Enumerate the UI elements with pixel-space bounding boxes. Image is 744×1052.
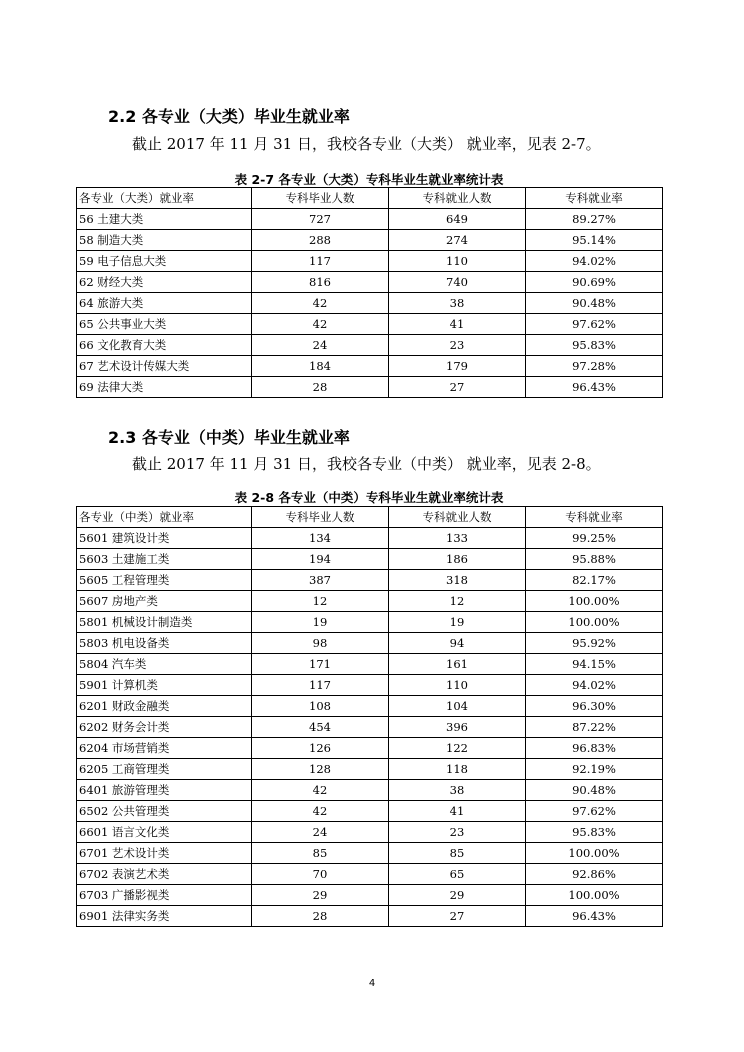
table-cell: 99.25% bbox=[526, 528, 663, 549]
table-cell: 42 bbox=[252, 293, 389, 314]
table-cell: 96.83% bbox=[526, 738, 663, 759]
table-cell: 65 bbox=[389, 864, 526, 885]
table-cell: 12 bbox=[389, 591, 526, 612]
table-cell: 5601 建筑设计类 bbox=[77, 528, 252, 549]
table-row bbox=[77, 801, 663, 822]
table-cell: 94 bbox=[389, 633, 526, 654]
table-cell: 727 bbox=[252, 209, 389, 230]
table-caption-2-7: 表 2-7 各专业（大类）专科毕业生就业率统计表 bbox=[234, 172, 504, 187]
table-cell: 5801 机械设计制造类 bbox=[77, 612, 252, 633]
table-cell: 90.48% bbox=[526, 780, 663, 801]
table-cell: 179 bbox=[389, 356, 526, 377]
table-row bbox=[77, 356, 663, 377]
table-cell: 67 艺术设计传媒大类 bbox=[77, 356, 252, 377]
table-row bbox=[77, 272, 663, 293]
table-cell: 28 bbox=[252, 906, 389, 927]
table-row bbox=[77, 738, 663, 759]
table-cell: 56 土建大类 bbox=[77, 209, 252, 230]
table-cell: 118 bbox=[389, 759, 526, 780]
table-row bbox=[77, 314, 663, 335]
table-row bbox=[77, 591, 663, 612]
table-row bbox=[77, 780, 663, 801]
table-cell: 396 bbox=[389, 717, 526, 738]
table-cell: 23 bbox=[389, 335, 526, 356]
table-cell: 65 公共事业大类 bbox=[77, 314, 252, 335]
table-cell: 96.43% bbox=[526, 377, 663, 398]
table-cell: 5603 土建施工类 bbox=[77, 549, 252, 570]
table-cell: 95.92% bbox=[526, 633, 663, 654]
table-cell: 108 bbox=[252, 696, 389, 717]
section-text-2-3: 截止 2017 年 11 月 31 日，我校各专业（中类） 就业率，见表 2-8。 bbox=[132, 455, 601, 473]
table-2-8 bbox=[76, 506, 663, 927]
table-cell: 6901 法律实务类 bbox=[77, 906, 252, 927]
table-header-cell: 专科就业人数 bbox=[389, 507, 526, 528]
table-cell: 92.86% bbox=[526, 864, 663, 885]
section-text-2-2: 截止 2017 年 11 月 31 日，我校各专业（大类） 就业率，见表 2-7。 bbox=[132, 135, 601, 153]
table-cell: 64 旅游大类 bbox=[77, 293, 252, 314]
table-cell: 59 电子信息大类 bbox=[77, 251, 252, 272]
table-cell: 24 bbox=[252, 335, 389, 356]
table-header-cell: 专科毕业人数 bbox=[252, 507, 389, 528]
table-cell: 90.48% bbox=[526, 293, 663, 314]
table-row bbox=[77, 230, 663, 251]
table-cell: 110 bbox=[389, 251, 526, 272]
table-row bbox=[77, 377, 663, 398]
table-header-cell: 各专业（中类）就业率 bbox=[77, 507, 252, 528]
table-cell: 100.00% bbox=[526, 885, 663, 906]
table-row bbox=[77, 251, 663, 272]
table-cell: 6202 财务会计类 bbox=[77, 717, 252, 738]
table-cell: 100.00% bbox=[526, 591, 663, 612]
table-cell: 97.62% bbox=[526, 314, 663, 335]
table-cell: 6703 广播影视类 bbox=[77, 885, 252, 906]
table-row bbox=[77, 696, 663, 717]
table-row bbox=[77, 822, 663, 843]
table-cell: 69 法律大类 bbox=[77, 377, 252, 398]
table-cell: 95.88% bbox=[526, 549, 663, 570]
table-cell: 387 bbox=[252, 570, 389, 591]
table-cell: 186 bbox=[389, 549, 526, 570]
table-cell: 28 bbox=[252, 377, 389, 398]
table-row bbox=[77, 843, 663, 864]
table-cell: 94.02% bbox=[526, 675, 663, 696]
table-cell: 82.17% bbox=[526, 570, 663, 591]
table-cell: 5605 工程管理类 bbox=[77, 570, 252, 591]
table-cell: 6401 旅游管理类 bbox=[77, 780, 252, 801]
table-cell: 128 bbox=[252, 759, 389, 780]
table-row bbox=[77, 528, 663, 549]
table-cell: 6205 工商管理类 bbox=[77, 759, 252, 780]
table-cell: 41 bbox=[389, 314, 526, 335]
table-cell: 97.28% bbox=[526, 356, 663, 377]
table-2-7 bbox=[76, 187, 663, 398]
table-row bbox=[77, 570, 663, 591]
table-cell: 27 bbox=[389, 906, 526, 927]
table-cell: 6201 财政金融类 bbox=[77, 696, 252, 717]
table-header-cell: 专科就业率 bbox=[526, 507, 663, 528]
table-cell: 23 bbox=[389, 822, 526, 843]
table-cell: 41 bbox=[389, 801, 526, 822]
table-cell: 126 bbox=[252, 738, 389, 759]
table-cell: 6601 语言文化类 bbox=[77, 822, 252, 843]
section-heading-2-3: 2.3 各专业（中类）毕业生就业率 bbox=[108, 428, 350, 447]
table-cell: 318 bbox=[389, 570, 526, 591]
table-cell: 122 bbox=[389, 738, 526, 759]
table-row bbox=[77, 717, 663, 738]
table-cell: 171 bbox=[252, 654, 389, 675]
table-cell: 649 bbox=[389, 209, 526, 230]
page-number: 4 bbox=[368, 978, 376, 989]
table-cell: 42 bbox=[252, 780, 389, 801]
table-cell: 42 bbox=[252, 801, 389, 822]
table-cell: 29 bbox=[252, 885, 389, 906]
table-cell: 161 bbox=[389, 654, 526, 675]
table-cell: 184 bbox=[252, 356, 389, 377]
table-cell: 29 bbox=[389, 885, 526, 906]
table-cell: 100.00% bbox=[526, 843, 663, 864]
table-cell: 98 bbox=[252, 633, 389, 654]
table-cell: 27 bbox=[389, 377, 526, 398]
table-cell: 5607 房地产类 bbox=[77, 591, 252, 612]
section-heading-2-2: 2.2 各专业（大类）毕业生就业率 bbox=[108, 107, 350, 126]
table-cell: 95.83% bbox=[526, 335, 663, 356]
table-row bbox=[77, 675, 663, 696]
table-cell: 288 bbox=[252, 230, 389, 251]
table-cell: 110 bbox=[389, 675, 526, 696]
table-cell: 5803 机电设备类 bbox=[77, 633, 252, 654]
table-row bbox=[77, 293, 663, 314]
table-caption-2-8: 表 2-8 各专业（中类）专科毕业生就业率统计表 bbox=[234, 490, 504, 505]
table-cell: 87.22% bbox=[526, 717, 663, 738]
table-header-row bbox=[77, 507, 663, 528]
table-cell: 6204 市场营销类 bbox=[77, 738, 252, 759]
table-cell: 89.27% bbox=[526, 209, 663, 230]
table-cell: 19 bbox=[252, 612, 389, 633]
table-header-cell: 专科就业率 bbox=[526, 188, 663, 209]
table-row bbox=[77, 209, 663, 230]
table-cell: 133 bbox=[389, 528, 526, 549]
table-row bbox=[77, 335, 663, 356]
table-cell: 19 bbox=[389, 612, 526, 633]
table-cell: 104 bbox=[389, 696, 526, 717]
table-cell: 38 bbox=[389, 780, 526, 801]
table-cell: 274 bbox=[389, 230, 526, 251]
table-cell: 24 bbox=[252, 822, 389, 843]
table-cell: 58 制造大类 bbox=[77, 230, 252, 251]
table-cell: 92.19% bbox=[526, 759, 663, 780]
table-cell: 5804 汽车类 bbox=[77, 654, 252, 675]
table-row bbox=[77, 885, 663, 906]
table-cell: 96.43% bbox=[526, 906, 663, 927]
table-row bbox=[77, 549, 663, 570]
table-cell: 96.30% bbox=[526, 696, 663, 717]
table-header-row bbox=[77, 188, 663, 209]
table-cell: 6702 表演艺术类 bbox=[77, 864, 252, 885]
table-cell: 95.14% bbox=[526, 230, 663, 251]
table-header-cell: 各专业（大类）就业率 bbox=[77, 188, 252, 209]
table-cell: 454 bbox=[252, 717, 389, 738]
table-cell: 95.83% bbox=[526, 822, 663, 843]
table-row bbox=[77, 633, 663, 654]
table-cell: 12 bbox=[252, 591, 389, 612]
table-row bbox=[77, 654, 663, 675]
table-cell: 740 bbox=[389, 272, 526, 293]
table-header-cell: 专科毕业人数 bbox=[252, 188, 389, 209]
table-cell: 94.15% bbox=[526, 654, 663, 675]
table-row bbox=[77, 759, 663, 780]
table-cell: 94.02% bbox=[526, 251, 663, 272]
table-cell: 100.00% bbox=[526, 612, 663, 633]
table-cell: 97.62% bbox=[526, 801, 663, 822]
table-cell: 6701 艺术设计类 bbox=[77, 843, 252, 864]
table-cell: 5901 计算机类 bbox=[77, 675, 252, 696]
table-cell: 42 bbox=[252, 314, 389, 335]
table-row bbox=[77, 612, 663, 633]
table-cell: 38 bbox=[389, 293, 526, 314]
table-cell: 6502 公共管理类 bbox=[77, 801, 252, 822]
table-row bbox=[77, 906, 663, 927]
table-cell: 85 bbox=[252, 843, 389, 864]
table-cell: 134 bbox=[252, 528, 389, 549]
table-row bbox=[77, 864, 663, 885]
table-cell: 117 bbox=[252, 251, 389, 272]
table-cell: 816 bbox=[252, 272, 389, 293]
table-cell: 85 bbox=[389, 843, 526, 864]
table-cell: 194 bbox=[252, 549, 389, 570]
table-cell: 117 bbox=[252, 675, 389, 696]
table-cell: 90.69% bbox=[526, 272, 663, 293]
table-cell: 66 文化教育大类 bbox=[77, 335, 252, 356]
table-cell: 62 财经大类 bbox=[77, 272, 252, 293]
table-cell: 70 bbox=[252, 864, 389, 885]
table-header-cell: 专科就业人数 bbox=[389, 188, 526, 209]
